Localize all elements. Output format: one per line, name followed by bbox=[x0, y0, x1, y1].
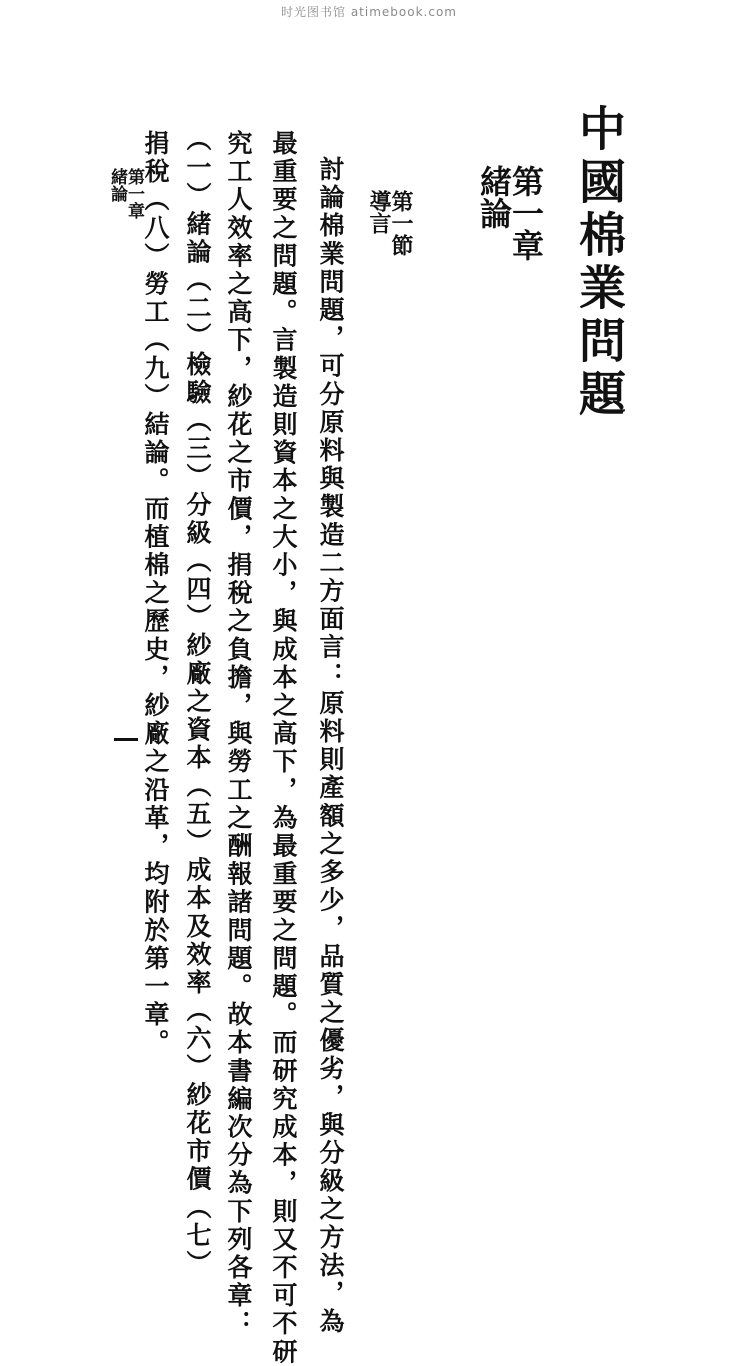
chapter-title: 緒論 bbox=[475, 165, 513, 229]
chapter-heading bbox=[475, 165, 545, 261]
running-head-title: 緒論 bbox=[107, 168, 127, 202]
book-title: 中國棉業問題 bbox=[571, 104, 626, 422]
body-column-5: 捐稅（八）勞工（九）結論。而植棉之歷史，紗廠之沿革，均附於第一章。 bbox=[141, 130, 170, 1058]
body-column-1: 討論棉業問題，可分原料與製造二方面言：原料則產額之多少，品質之優劣，與分級之方法，為 bbox=[316, 156, 345, 1337]
page-number bbox=[114, 738, 138, 741]
running-head bbox=[108, 168, 142, 219]
section-title: 導言 bbox=[366, 190, 392, 234]
running-head-chapter: 第一章 bbox=[124, 168, 144, 219]
chapter-number: 第一章 bbox=[507, 165, 545, 261]
body-column-2: 最重要之問題。言製造則資本之大小，與成本之高下，為最重要之問題。而研究成本，則又不可不研 bbox=[269, 130, 298, 1366]
section-number: 第一節 bbox=[388, 190, 414, 256]
section-heading bbox=[368, 190, 412, 256]
page-number-text bbox=[114, 738, 115, 739]
watermark: 时光图书馆 atimebook.com bbox=[281, 5, 457, 19]
body-column-3: 究工人效率之高下，紗花之市價，捐稅之負擔，與勞工之酬報諸問題。故本書編次分為下列各章： bbox=[224, 130, 253, 1339]
body-column-4: （一）緒論（二）檢驗（三）分級（四）紗廠之資本（五）成本及效率（六）紗花市價（七） bbox=[183, 126, 212, 1279]
